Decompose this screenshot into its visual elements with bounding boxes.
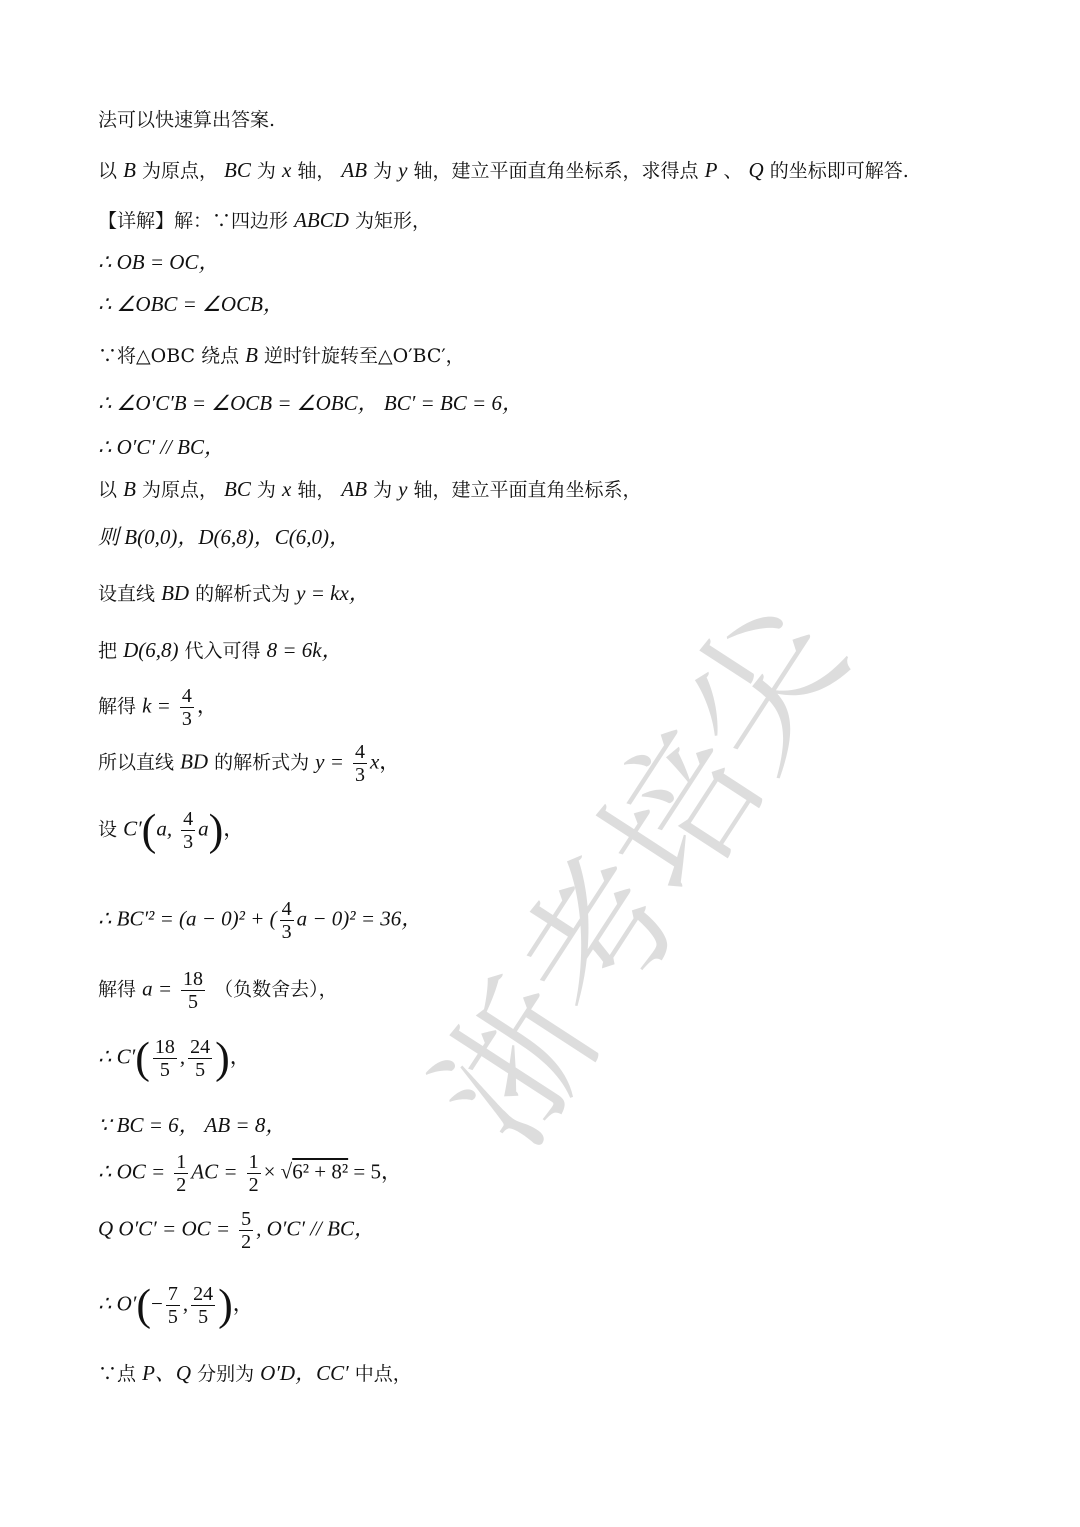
fraction: $\frac{1}{2}$ — [248, 1151, 259, 1196]
text-line — [98, 524, 350, 551]
line-text: 则 B(0,0)，D(6,8)，C(6,0)， — [98, 525, 350, 549]
line-text: 为原点， — [141, 479, 218, 501]
fraction: $\frac{18}{5}$ — [154, 1036, 175, 1081]
line-text: 的解析式为 — [214, 751, 310, 774]
line-text: 为原点， — [141, 160, 218, 182]
math-expression: , O′C′ // BC， — [256, 1216, 375, 1241]
line-text: 设 — [98, 818, 118, 841]
math-expression: ∴ O′ — [98, 1291, 137, 1316]
math-symbol: AB — [341, 477, 368, 501]
line-text: （负数舍去）， — [214, 978, 338, 1001]
line-text: 为 — [256, 160, 276, 182]
line-text: ∴ O′C′ // BC， — [98, 435, 225, 459]
line-text: 为 — [373, 479, 393, 501]
fraction: $\frac{24}{5}$ — [193, 1283, 214, 1328]
line-text: 轴，建立平面直角坐标系，求得点 — [413, 160, 699, 182]
line-text: 设直线 — [98, 583, 156, 605]
math-expression: D(6,8) — [123, 638, 179, 662]
line-text: 逆时针旋转至△O′BC′， — [264, 345, 465, 367]
line-text: ∵点 — [98, 1363, 137, 1385]
line-text: 轴，建立平面直角坐标系， — [413, 479, 642, 501]
fraction: $\frac{4}{3}$ — [281, 898, 292, 943]
math-expression: y = kx， — [296, 581, 370, 605]
line-text: 、 — [723, 160, 743, 182]
math-expression: ∴ BC′² = (a − 0)² + ( — [98, 906, 277, 931]
fraction: $\frac{4}{3}$ — [354, 741, 365, 786]
math-symbol: y — [398, 477, 408, 501]
math-symbol: BC — [224, 477, 251, 501]
text-line — [98, 1112, 286, 1139]
text-line — [98, 580, 370, 607]
math-expression: 8 = 6k， — [266, 638, 343, 662]
math-symbol: P、Q — [142, 1361, 192, 1385]
math-symbol: BD — [161, 581, 190, 605]
line-text: 解得 — [98, 695, 137, 718]
line-text: 以 — [98, 479, 118, 501]
text-line — [98, 157, 909, 184]
line-text: 分别为 — [197, 1363, 255, 1385]
fraction: $\frac{4}{3}$ — [183, 808, 194, 853]
text-line — [98, 390, 523, 417]
math-symbol: B — [245, 343, 258, 367]
text-line: ∴ C′( $\frac{18}{5}$ , $\frac{24}{5}$ )， — [98, 1033, 251, 1083]
line-text: 把 — [98, 640, 118, 662]
math-symbol: AB — [341, 158, 368, 182]
line-text: ∴ OB = OC， — [98, 250, 220, 274]
detail-label: 【详解】解：∵四边形 — [98, 210, 289, 232]
text-line: 设 C′(a, $\frac{4}{3}$ a)， — [98, 805, 245, 855]
math-expression: ∴ C′ — [98, 1044, 136, 1069]
text-line: ∴ BC′² = (a − 0)² + ( $\frac{4}{3}$ a − 0)² = 36， — [98, 898, 423, 943]
math-symbol: B — [123, 477, 136, 501]
math-symbol: y — [398, 158, 408, 182]
text-line — [98, 107, 275, 133]
line-text: ∴ ∠OBC = ∠OCB， — [98, 292, 284, 316]
math-symbol: x — [281, 158, 292, 182]
text-line — [98, 249, 219, 275]
text-line — [98, 1360, 412, 1387]
line-text: 轴， — [297, 160, 336, 182]
line-text: 以 — [98, 160, 118, 182]
line-text: 中点， — [354, 1363, 412, 1385]
fraction: $\frac{4}{3}$ — [181, 685, 192, 730]
math-symbol: ABCD — [294, 208, 349, 232]
math-symbol: x — [281, 477, 292, 501]
text-line: ∴ OC = $\frac{1}{2}$ AC = $\frac{1}{2}$ × √6² + 8² = 5， — [98, 1151, 402, 1196]
line-text: 为 — [373, 160, 393, 182]
line-text: 的坐标即可解答. — [769, 160, 909, 182]
math-symbol: O′D，CC′ — [260, 1361, 349, 1385]
math-expression: Q O′C′ = OC = — [98, 1216, 231, 1241]
line-text: 法可以快速算出答案. — [98, 109, 276, 131]
fraction: $\frac{5}{2}$ — [241, 1208, 252, 1253]
text-line: 解得 k = $\frac{4}{3}$ ， — [98, 685, 218, 730]
math-symbol: Q — [748, 158, 764, 182]
text-line — [98, 291, 284, 317]
line-text: ∵将△OBC 绕点 — [98, 345, 240, 367]
line-text: 的解析式为 — [195, 583, 291, 605]
line-text: 为 — [256, 479, 276, 501]
fraction: $\frac{7}{5}$ — [167, 1283, 178, 1328]
fraction: $\frac{1}{2}$ — [176, 1151, 187, 1196]
text-line — [98, 342, 465, 369]
math-symbol: P — [704, 158, 718, 182]
fraction: $\frac{24}{5}$ — [190, 1036, 211, 1081]
line-text: ∴ ∠O′C′B = ∠OCB = ∠OBC， BC′ = BC = 6， — [98, 391, 523, 415]
text-line — [98, 1208, 375, 1253]
text-line — [98, 637, 343, 664]
line-text: 代入可得 — [184, 640, 261, 662]
line-text: 轴， — [297, 479, 336, 501]
fraction: $\frac{18}{5}$ — [183, 968, 204, 1013]
line-text: 所以直线 — [98, 751, 175, 774]
math-symbol: BD — [180, 749, 209, 774]
text-line — [98, 207, 431, 234]
math-expression: ∵ BC = 6， AB = 8， — [98, 1113, 287, 1137]
math-expression: ∴ OC = — [98, 1159, 166, 1184]
line-text: 解得 — [98, 978, 137, 1001]
text-line — [98, 476, 642, 503]
math-symbol: B — [123, 158, 136, 182]
math-symbol: BC — [224, 158, 251, 182]
text-line: 解得 a = $\frac{18}{5}$ （负数舍去）， — [98, 968, 338, 1013]
text-line: ∴ O′(− $\frac{7}{5}$ , $\frac{24}{5}$ )， — [98, 1280, 254, 1330]
text-line — [98, 434, 225, 461]
watermark: 浙考培尖 — [405, 576, 879, 1175]
text-line: 所以直线 BD 的解析式为 y = $\frac{4}{3}$ x， — [98, 741, 401, 786]
line-text: 为矩形， — [354, 210, 431, 232]
